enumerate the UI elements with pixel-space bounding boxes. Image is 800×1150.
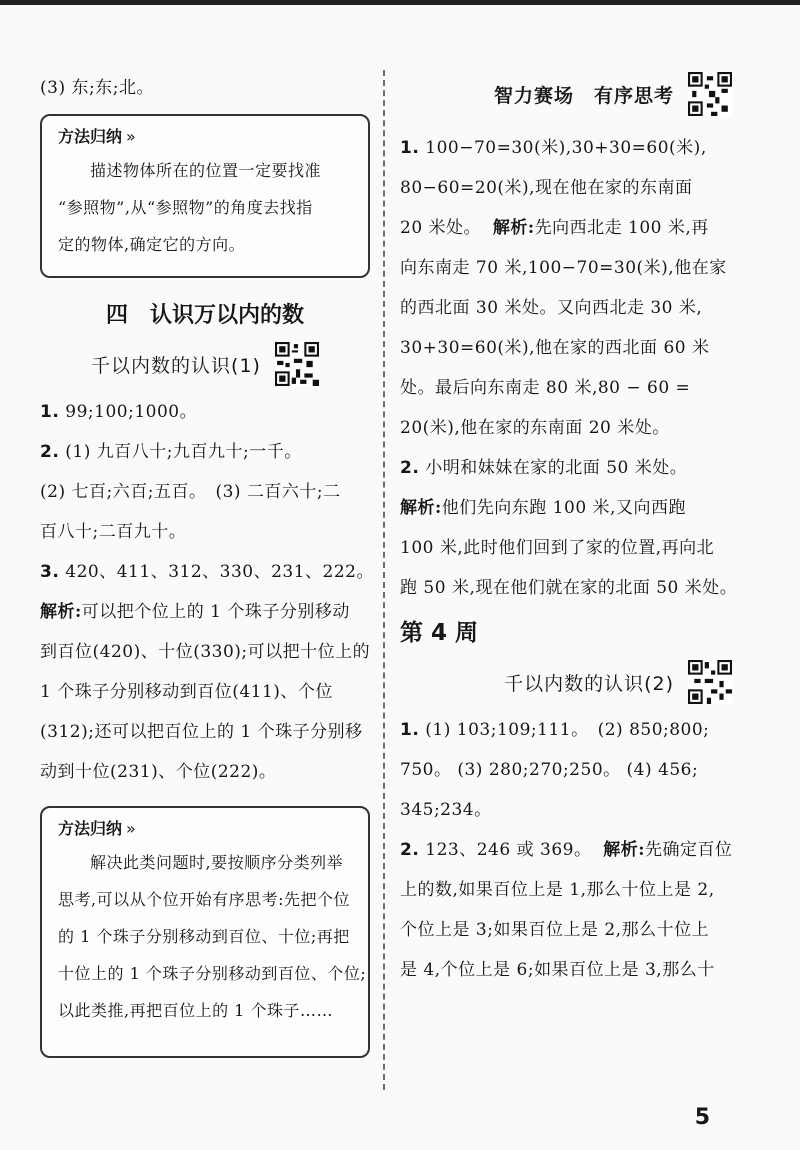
method-box-line: 思考,可以从个位开始有序思考:先把个位 [58,890,350,909]
chevron-icon: » [126,127,136,146]
method-box-2 [40,806,370,1058]
week-title: 第 4 周 [400,620,479,646]
method-box-line: 定的物体,确定它的方向。 [58,235,246,254]
analysis-label: 解析: [40,602,82,622]
answer-3: 3. 420、411、312、330、231、222。 [40,562,374,582]
section-title: 四 认识万以内的数 [105,303,304,328]
subsection-title: 千以内数的认识(1) [91,354,261,377]
q1-line: 20 米处。 解析:先向西北走 100 米,再 [400,218,709,238]
analysis-line: 1 个珠子分别移动到百位(411)、个位 [40,682,333,702]
method-box-line: 的 1 个珠子分别移动到百位、十位;再把 [58,927,350,946]
week-q2-line: 2. 123、246 或 369。 解析:先确定百位 [400,840,733,860]
answer-2-cont: 百八十;二百九十。 [40,522,187,542]
right-header-row [400,68,732,120]
qr-code-icon[interactable] [688,72,732,116]
column-divider [383,70,385,1090]
subsection-title: 千以内数的认识(2) [504,672,674,695]
left-column [40,68,374,1058]
method-box-line: 解决此类问题时,要按顺序分类列举 [90,853,344,872]
answer-2-cont: (2) 七百;六百;五百。 (3) 二百六十;二 [40,482,341,502]
method-box-line: 十位上的 1 个珠子分别移动到百位、个位; [58,964,367,983]
method-box-line: 以此类推,再把百位上的 1 个珠子…… [58,1001,333,1020]
qr-code-icon[interactable] [275,342,319,386]
answer-line-3-direction: (3) 东;东;北。 [40,78,154,98]
answer-1: 1. 99;100;1000。 [40,402,198,422]
method-box-title: 方法归纳 » [58,819,136,838]
answer-2: 2. (1) 九百八十;九百九十;一千。 [40,442,302,462]
section-header: 智力赛场 有序思考 [493,84,674,107]
q1-line: 80−60=20(米),现在他在家的东南面 [400,178,693,198]
method-box-line: “参照物”,从“参照物”的角度去找指 [58,198,313,217]
q1-analysis-line: 20(米),他在家的东南面 20 米处。 [400,418,670,438]
q1-analysis-line: 向东南走 70 米,100−70=30(米),他在家 [400,258,727,278]
week-q2-analysis-line: 是 4,个位上是 6;如果百位上是 3,那么十 [400,960,715,980]
week-q2-analysis-line: 个位上是 3;如果百位上是 2,那么十位上 [400,920,710,940]
q1-line: 1. 100−70=30(米),30+30=60(米), [400,138,707,158]
page-number: 5 [694,1105,710,1130]
week-q1-line: 750。 (3) 280;270;250。 (4) 456; [400,760,699,780]
analysis-label: 解析: [492,218,535,238]
method-box-1 [40,114,370,278]
q1-analysis-line: 30+30=60(米),他在家的西北面 60 米 [400,338,710,358]
q1-analysis-line: 处。最后向东南走 80 米,80 − 60 = [400,378,691,398]
subsection-heading-row [40,336,370,392]
analysis-line: 解析:可以把个位上的 1 个珠子分别移动 [40,602,350,622]
right-column [400,68,738,990]
analysis-line: 到百位(420)、十位(330);可以把十位上的 [40,642,371,662]
method-box-line: 描述物体所在的位置一定要找准 [90,161,322,180]
q2-line: 2. 小明和妹妹在家的北面 50 米处。 [400,458,688,478]
method-box-title: 方法归纳 » [58,127,136,146]
qr-code-icon[interactable] [688,660,732,704]
week-q2-analysis-line: 上的数,如果百位上是 1,那么十位上是 2, [400,880,715,900]
chevron-icon: » [126,819,136,838]
q2-analysis-line: 解析:他们先向东跑 100 米,又向西跑 [400,498,686,518]
q1-analysis-line: 的西北面 30 米处。又向西北走 30 米, [400,298,703,318]
subsection-heading-row [400,654,732,710]
week-q1-line: 345;234。 [400,800,492,820]
analysis-line: (312);还可以把百位上的 1 个珠子分别移 [40,722,363,742]
analysis-label: 解析: [603,840,646,860]
q2-analysis-line: 跑 50 米,现在他们就在家的北面 50 米处。 [400,578,738,598]
analysis-line: 动到十位(231)、个位(222)。 [40,762,277,782]
q2-analysis-line: 100 米,此时他们回到了家的位置,再向北 [400,538,715,558]
week-q1-line: 1. (1) 103;109;111。 (2) 850;800; [400,720,710,740]
analysis-label: 解析: [400,498,442,518]
top-border [0,0,800,5]
